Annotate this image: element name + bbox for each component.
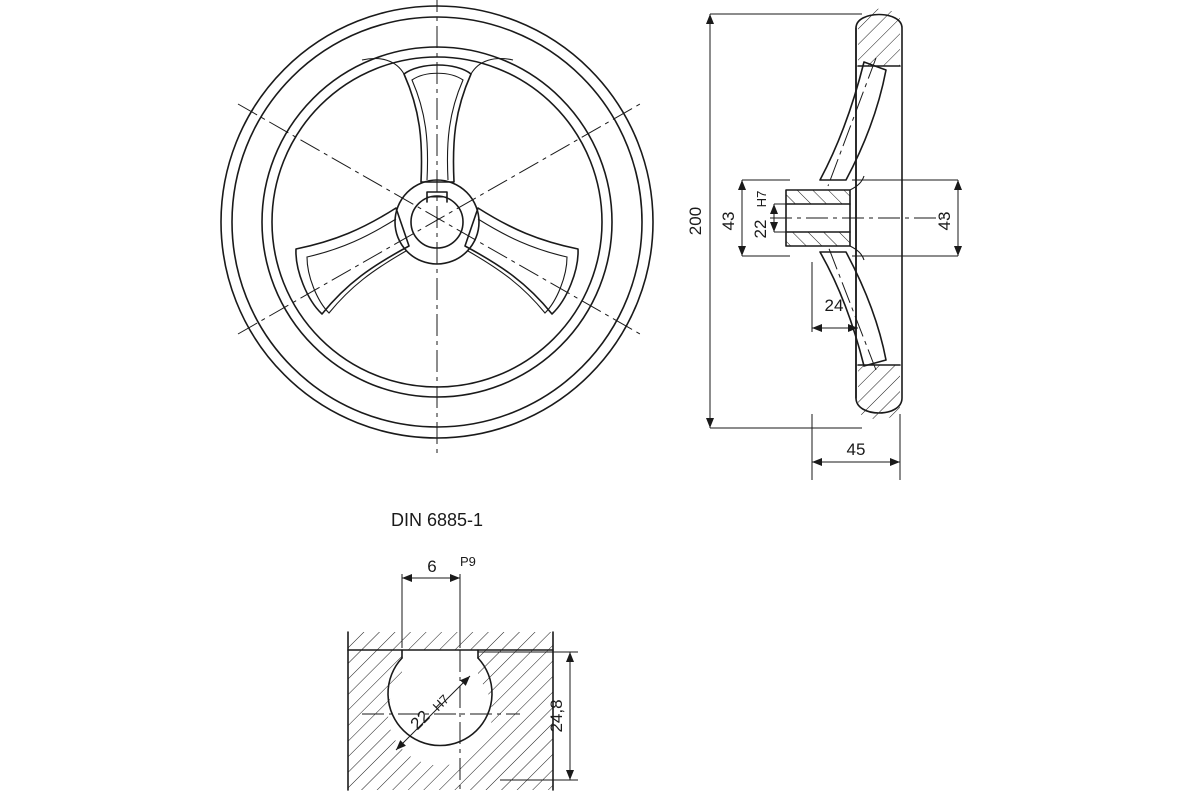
hub-blend-top	[850, 176, 864, 190]
dim-45-text: 45	[846, 440, 866, 459]
handwheel-side-section-view	[686, 9, 958, 480]
handwheel-front-view	[221, 0, 653, 455]
keyway-detail-view	[348, 554, 578, 790]
dim-6-text: 6	[427, 557, 437, 576]
dim-43-right-text: 43	[935, 211, 954, 231]
hub-hatch-top	[786, 190, 850, 204]
dim-24-text: 24	[824, 296, 844, 315]
dim-200-text: 200	[686, 206, 705, 236]
dim-6-fit-text: P9	[460, 554, 476, 569]
dim-248-text: 24,8	[547, 699, 566, 733]
hub-hatch-bottom	[786, 232, 850, 246]
spoke-lower-right-inner	[468, 219, 567, 313]
spoke-section-upper	[820, 62, 886, 180]
hub-blend-bottom	[850, 246, 864, 260]
spoke-lower-left	[296, 208, 409, 314]
spoke-lower-right	[465, 208, 578, 314]
dim-22-bore-fit-text: H7	[754, 190, 769, 208]
dim-22-detail-text: 22	[406, 706, 434, 734]
rim-section-outline	[856, 15, 902, 414]
rim-bottom-hatch	[858, 365, 900, 419]
dim-43-left-text: 43	[719, 211, 738, 231]
dim-22-bore-text: 22	[751, 219, 770, 239]
din-standard-label: DIN 6885-1	[390, 510, 484, 530]
dim-22-detail-fit-text: H7	[429, 691, 452, 714]
rim-top-hatch	[858, 9, 900, 66]
